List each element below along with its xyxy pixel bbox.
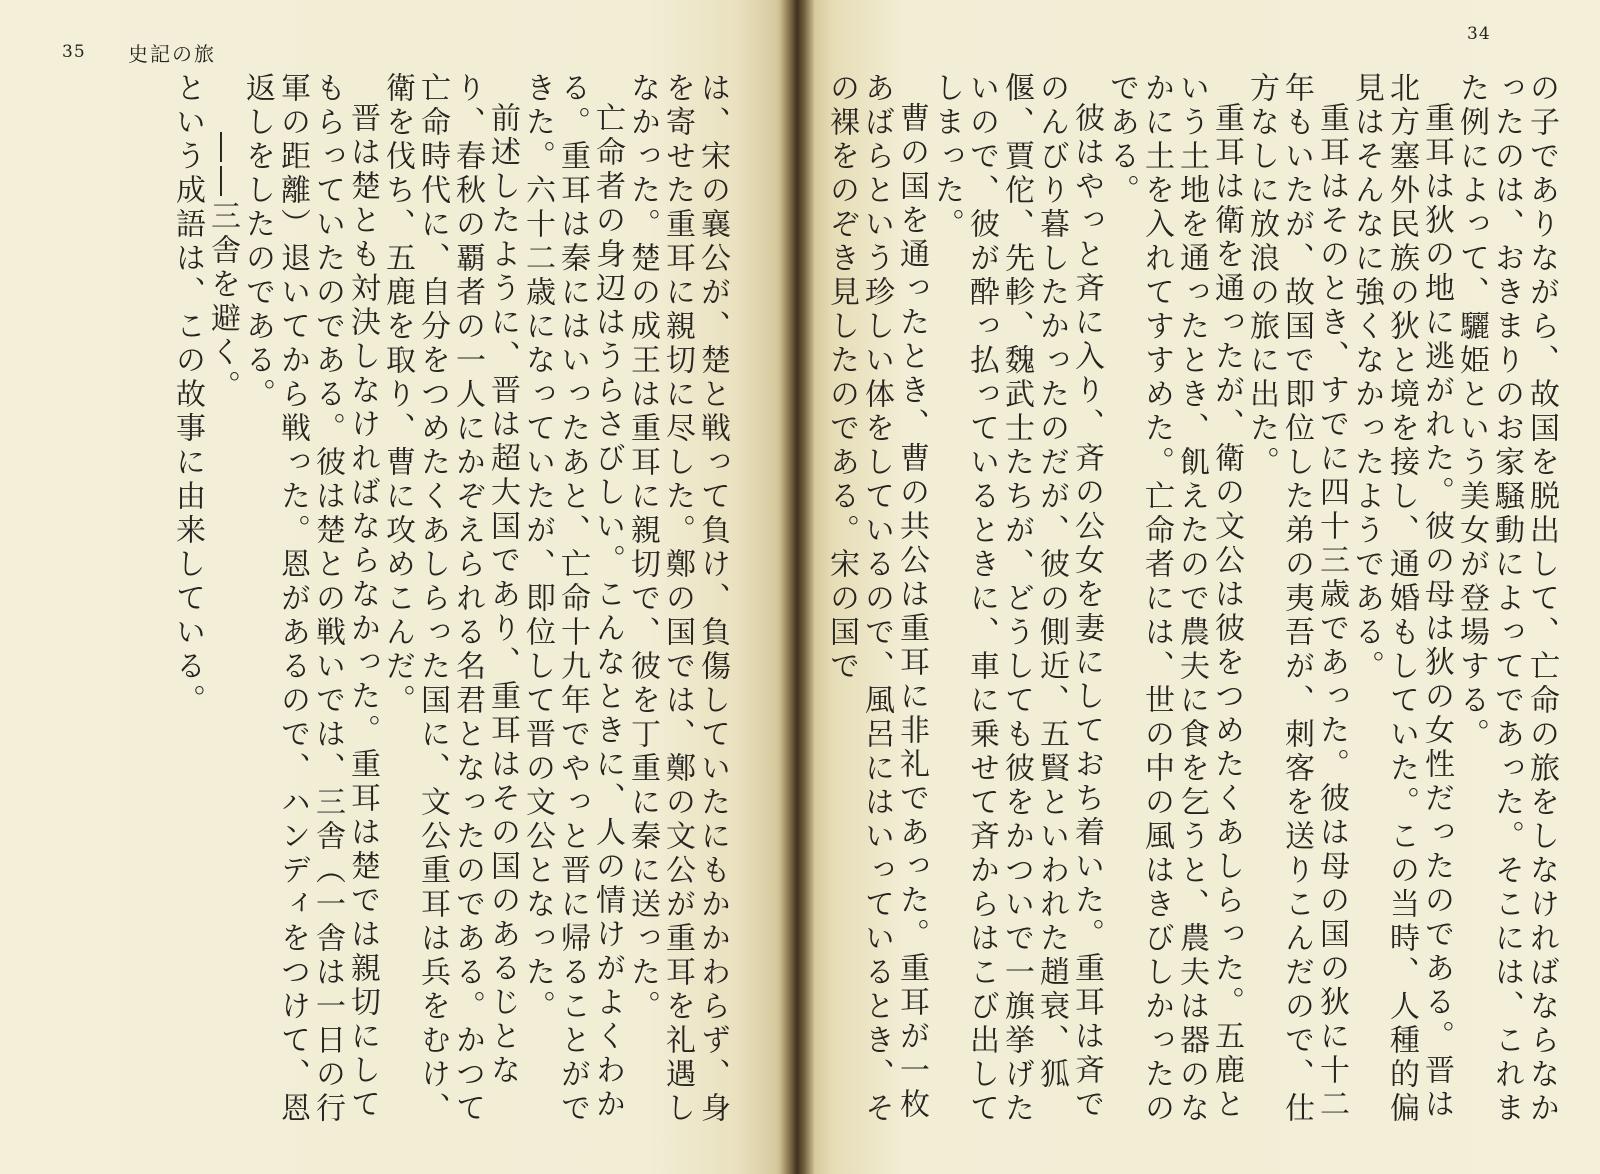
paragraph: 曹の国を通ったとき、曹の共公は重耳に非礼であった。重耳が一枚あばらという珍しい体をしているので、風呂にはいっているとき、その裸をのぞき見したのである。宋の国で	[824, 72, 929, 1126]
quotation: ――三舎を避く。	[205, 132, 240, 404]
page-number-left: 35	[62, 42, 86, 62]
paragraph: という成語は、この故事に由来している。	[170, 72, 205, 718]
left-page-body	[60, 72, 730, 1152]
paragraph: 晋は楚とも対決しなければならなかった。重耳は楚では親切にしてもらっていたのである。彼は楚との戦いでは、三舎（一舎は一日の行軍の距離）退いてから戦った。恩があるので、ハンディをつけて、恩返しをしたのである。	[240, 72, 380, 1126]
book-gutter	[780, 0, 814, 1174]
right-page-body	[824, 72, 1559, 1152]
paragraph: 重耳は衛を通ったが、衛の文公は彼をつめたくあしらった。五鹿という土地を通ったとき、飢えたので農夫に食を乞うと、農夫は器のなかに土を入れてすすめた。亡命者には、世の中の風はきびしかったのである。	[1104, 72, 1244, 1126]
paragraph: 彼はやっと斉に入り、斉の公女を妻にしておち着いた。重耳は斉でのんびり暮したかったのだが、彼の側近、五賢といわれた趙衰、狐偃、賈佗、先軫、魏武士たちが、どうしても彼をかついで一旗挙げたいので、彼が酔っ払っているときに、車に乗せて斉からはこび出してしまった。	[929, 72, 1104, 1126]
paragraph: の子でありながら、故国を脱出して、亡命の旅をしなければならなかったのは、おきまりのお家騒動によってであった。そこには、これまた例によって、驪姫という美女が登場する。	[1454, 72, 1559, 1126]
left-page	[0, 0, 792, 1174]
page-number-right: 34	[1467, 24, 1491, 44]
running-head: 史記の旅	[128, 42, 216, 66]
paragraph: 前述したように、晋は超大国であり、重耳はその国のあるじとなり、春秋の覇者の一人にかぞえられる名君となったのである。かつて亡命時代に、自分をつめたくあしらった国に、文公重耳は兵をむけ、衛を伐ち、五鹿を取り、曹に攻めこんだ。	[380, 72, 520, 1126]
paragraph: は、宋の襄公が、楚と戦って負け、負傷していたにもかかわらず、身を寄せた重耳に親切に尽した。鄭の国では、鄭の文公が重耳を礼遇しなかった。楚の成王は重耳に親切で、彼を丁重に秦に送った。	[625, 72, 730, 1126]
paragraph: 重耳は狄の地に逃がれた。彼の母は狄の女性だったのである。晋は北方塞外民族の狄と境を接し、通婚もしていた。この当時、人種的偏見はそんなに強くなかったようである。	[1349, 72, 1454, 1126]
paragraph: 重耳はそのとき、すでに四十三歳であった。彼は母の国の狄に十二年もいたが、故国で即位した弟の夷吾が、刺客を送りこんだので、仕方なしに放浪の旅に出た。	[1244, 72, 1349, 1126]
paragraph: 亡命者の身辺はうらさびしい。こんなときに、人の情けがよくわかる。重耳は秦にはいったあと、亡命十九年でやっと晋に帰ることができた。六十二歳になっていたが、即位して晋の文公となった。	[520, 72, 625, 1126]
right-page	[792, 0, 1600, 1174]
